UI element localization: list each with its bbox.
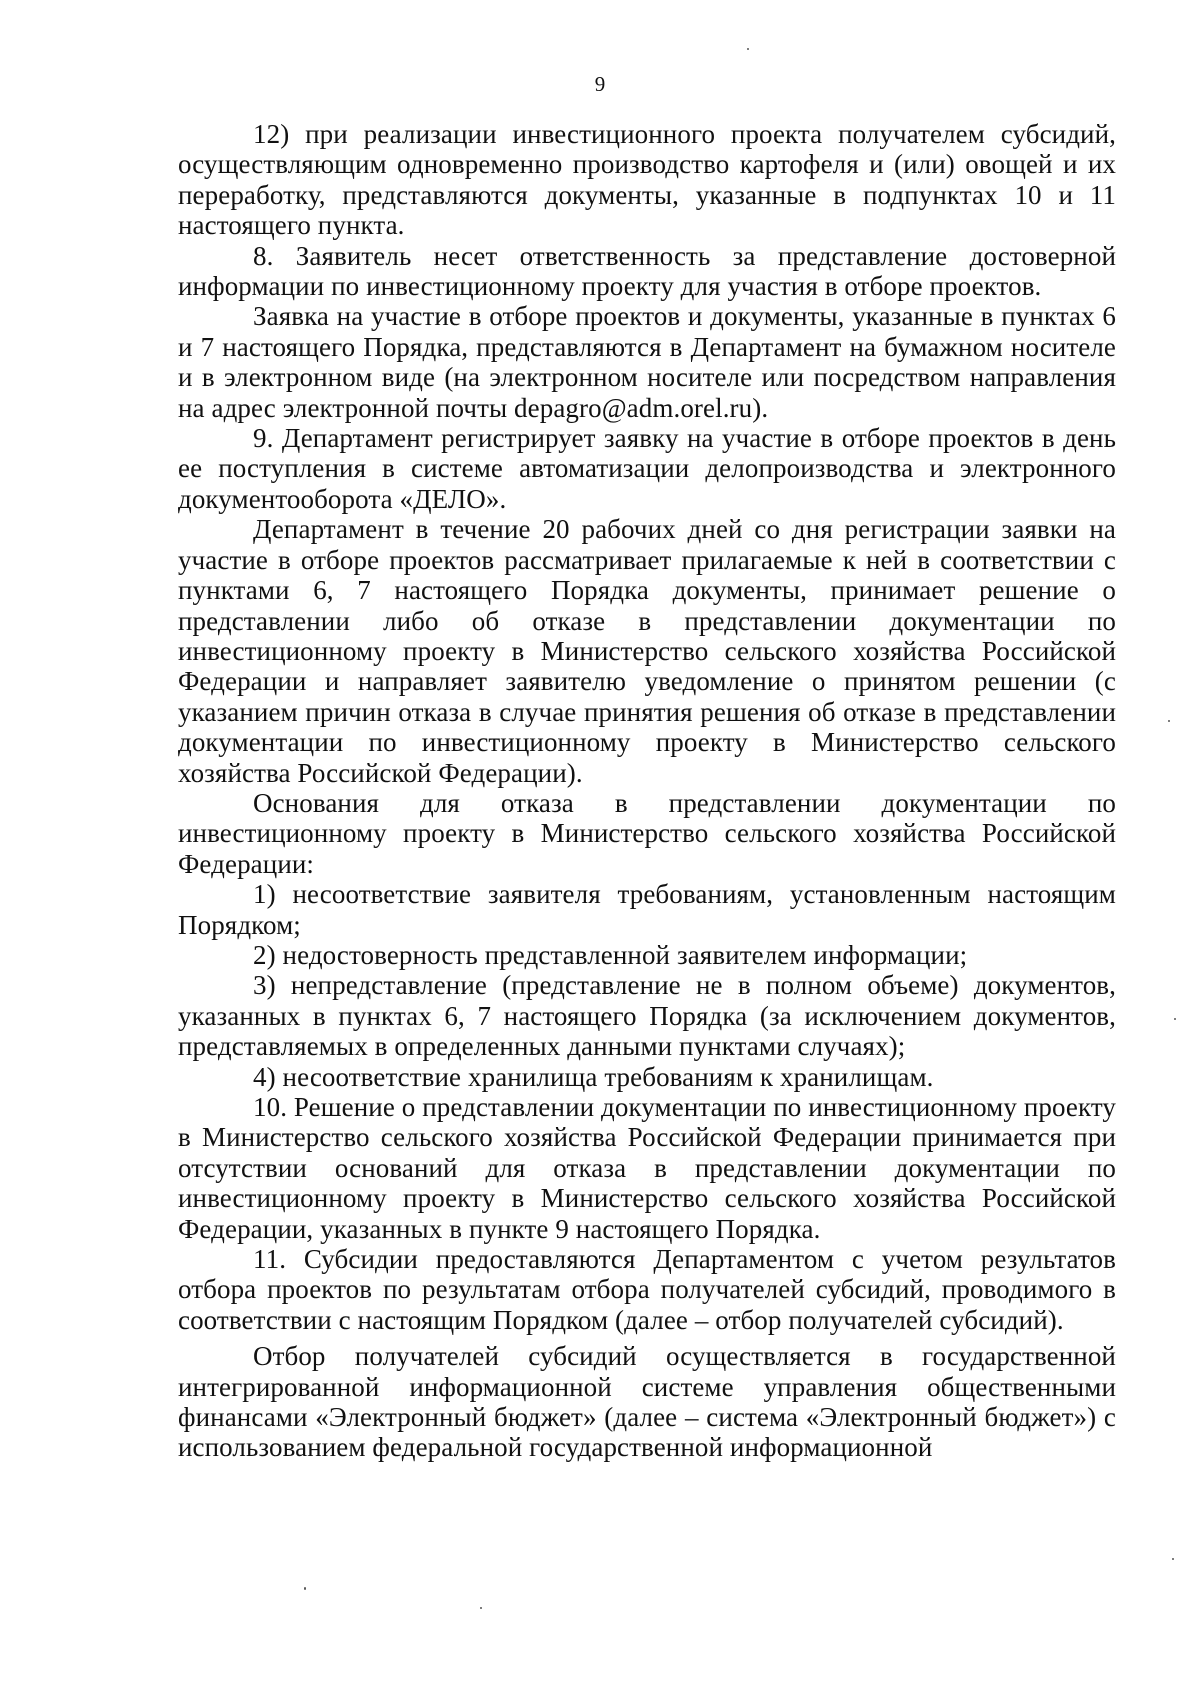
paragraph-section-10: 10. Решение о представлении документации по инвестиционному проекту в Министерство сельского хозяйства Российской Федерации принимается при отсутствии оснований для отказа в представлении документации по инвестиционному проекту в Министерство сельского хозяйства Российской Федерации, указанных в пункте 9 настоящего Порядка.	[178, 1092, 1116, 1244]
scan-speck	[304, 1587, 306, 1590]
page-number: 9	[594, 72, 606, 96]
paragraph-ground-3: 3) непредставление (представление не в полном объеме) документов, указанных в пунктах 6, 7 настоящего Порядка (за исключением документов, представляемых в определенных данными пунктами случаях);	[178, 970, 1116, 1062]
scan-speck	[480, 1607, 482, 1609]
scan-speck	[1174, 1018, 1176, 1020]
paragraph-ground-4: 4) несоответствие хранилища требованиям к хранилищам.	[253, 1061, 934, 1092]
scan-speck	[747, 48, 749, 50]
paragraph-ground-1: 1) несоответствие заявителя требованиям, установленным настоящим Порядком;	[178, 879, 1116, 940]
paragraph-section-11: 11. Субсидии предоставляются Департаментом с учетом результатов отбора проектов по результатам отбора получателей субсидий, проводимого в соответствии с настоящим Порядком (далее – отбор получателей субсидий).	[178, 1244, 1116, 1335]
paragraph-item-12: 12) при реализации инвестиционного проекта получателем субсидий, осуществляющим одновременно производство картофеля и (или) овощей и их переработку, представляются документы, указанные в подпунктах 10 и 11 настоящего пункта.	[178, 119, 1116, 241]
paragraph-application-submission: Заявка на участие в отборе проектов и документы, указанные в пунктах 6 и 7 настоящего Порядка, представляются в Департамент на бумажном носителе и в электронном виде (на электронном носителе или посредством направления на адрес электронной почты depagro@adm.orel.ru).	[178, 301, 1116, 423]
paragraph-review-period: Департамент в течение 20 рабочих дней со дня регистрации заявки на участие в отборе проектов рассматривает прилагаемые к ней в соответствии с пунктами 6, 7 настоящего Порядка документы, принимает решение о представлении либо об отказе в представлении документации по инвестиционному проекту в Министерство сельского хозяйства Российской Федерации и направляет заявителю уведомление о принятом решении (с указанием причин отказа в случае принятия решения об отказе в представлении документации по инвестиционному проекту в Министерство сельского хозяйства Российской Федерации).	[178, 514, 1116, 788]
document-body	[178, 119, 1116, 1463]
paragraph-selection-system: Отбор получателей субсидий осуществляется в государственной интегрированной информационной системе управления общественными финансами «Электронный бюджет» (далее – система «Электронный бюджет») с использованием федеральной государственной информационной	[178, 1341, 1116, 1463]
scan-speck	[1168, 720, 1170, 722]
paragraph-section-9: 9. Департамент регистрирует заявку на участие в отборе проектов в день ее поступления в системе автоматизации делопроизводства и электронного документооборота «ДЕЛО».	[178, 423, 1116, 514]
paragraph-section-8: 8. Заявитель несет ответственность за представление достоверной информации по инвестиционному проекту для участия в отборе проектов.	[178, 240, 1116, 302]
paragraph-ground-2: 2) недостоверность представленной заявителем информации;	[253, 939, 968, 970]
scan-speck	[1172, 1558, 1174, 1560]
paragraph-refusal-grounds: Основания для отказа в представлении документации по инвестиционному проекту в Министерство сельского хозяйства Российской Федерации:	[178, 787, 1116, 879]
